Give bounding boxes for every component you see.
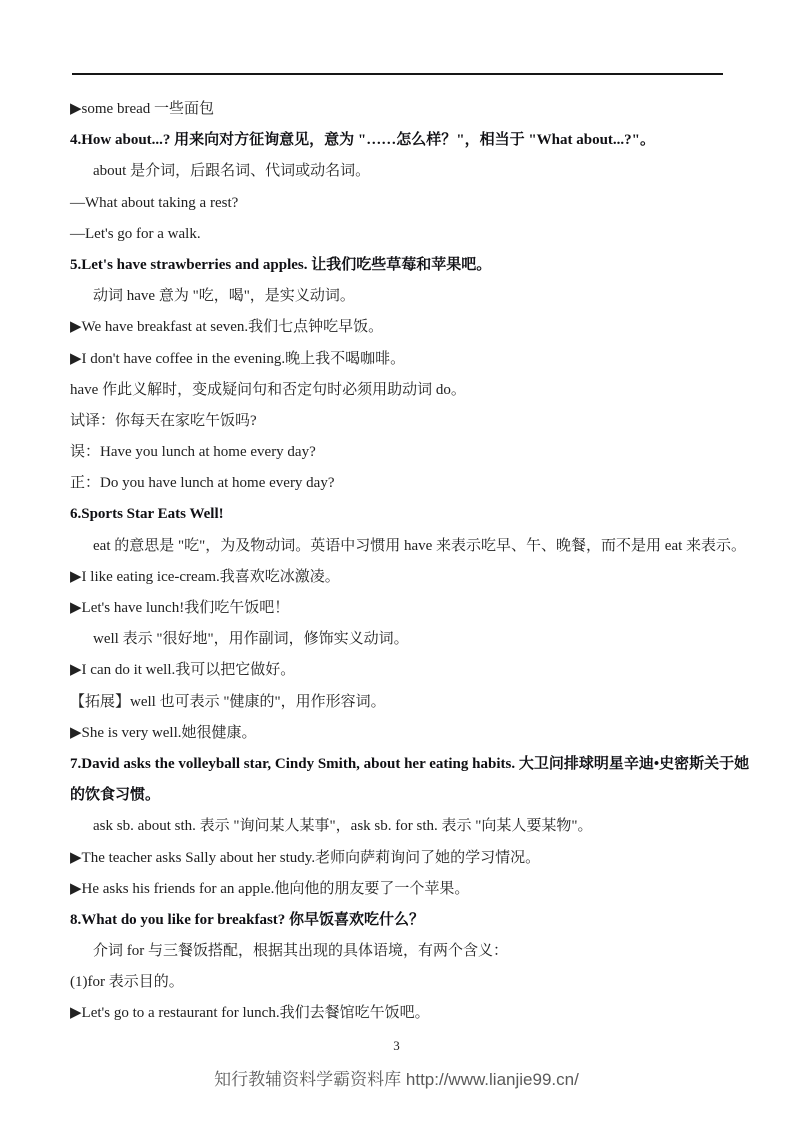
example-no-coffee-evening: ▶I don't have coffee in the evening.晚上我不喝咖啡。 [70, 350, 406, 367]
example-lets-have-lunch: ▶Let's have lunch!我们吃午饭吧！ [70, 600, 290, 616]
heading-point-8: 8.What do you like for breakfast? 你早饭喜欢吃什么？ [70, 911, 425, 928]
note-eat-meaning: eat 的意思是 "吃"，为及物动词。英语中习惯用 have 来表示吃早、午、晚餐，而不是用 eat 来表示。 [93, 537, 747, 554]
example-some-bread: ▶some bread 一些面包 [70, 101, 215, 117]
heading-point-7-line2: 的饮食习惯。 [70, 787, 161, 804]
example-ice-cream: ▶I like eating ice-cream.我喜欢吃冰激凌。 [70, 568, 340, 585]
note-ask-sb-about-sth: ask sb. about sth. 表示 "询问某人某事"，ask sb. for sth. 表示 "向某人要某物"。 [93, 818, 593, 835]
example-asks-for-apple: ▶He asks his friends for an apple.他向他的朋友要了一个苹果。 [70, 880, 470, 897]
example-teacher-asks-sally: ▶The teacher asks Sally about her study.老师向萨莉询问了她的学习情况。 [70, 849, 541, 866]
note-for-purpose: (1)for 表示目的。 [70, 974, 184, 991]
note-for-with-meals: 介词 for 与三餐饭搭配，根据其出现的具体语境，有两个含义： [93, 943, 508, 960]
example-right-sentence: 正：Do you have lunch at home every day? [70, 475, 335, 492]
example-she-is-well: ▶She is very well.她很健康。 [70, 724, 257, 741]
document-body [70, 94, 750, 1030]
note-have-auxiliary-do: have 作此义解时，变成疑问句和否定句时必须用助动词 do。 [70, 381, 466, 398]
dialog-what-about-rest: —What about taking a rest? [70, 194, 239, 211]
heading-point-7-line1: 7.David asks the volleyball star, Cindy Smith, about her eating habits. 大卫问排球明星辛迪•史密斯关于她 [70, 755, 750, 772]
note-well-adverb: well 表示 "很好地"，用作副词，修饰实义动词。 [93, 631, 409, 648]
header-divider-rule [72, 73, 723, 75]
footer-watermark: 知行教辅资料学霸资料库 http://www.lianjie99.cn/ [214, 1070, 579, 1089]
example-restaurant-lunch: ▶Let's go to a restaurant for lunch.我们去餐馆吃午饭吧。 [70, 1005, 430, 1022]
note-about-preposition: about 是介词，后跟名词、代词或动名词。 [93, 163, 371, 180]
note-try-translate: 试译：你每天在家吃午饭吗? [70, 412, 257, 429]
heading-point-6: 6.Sports Star Eats Well! [70, 506, 224, 523]
note-extension-well: 【拓展】well 也可表示 "健康的"，用作形容词。 [70, 693, 386, 710]
example-wrong-sentence: 误：Have you lunch at home every day? [70, 444, 316, 461]
page-number: 3 [393, 1038, 400, 1053]
heading-point-5: 5.Let's have strawberries and apples. 让我们吃些草莓和苹果吧。 [70, 256, 492, 273]
example-do-it-well: ▶I can do it well.我可以把它做好。 [70, 662, 296, 679]
dialog-lets-go-walk: —Let's go for a walk. [70, 225, 201, 242]
heading-point-4: 4.How about...? 用来向对方征询意见，意为 "……怎么样？"，相当于 "What about...?"。 [70, 132, 656, 149]
example-breakfast-at-seven: ▶We have breakfast at seven.我们七点钟吃早饭。 [70, 319, 384, 336]
note-have-meaning: 动词 have 意为 "吃，喝"，是实义动词。 [93, 288, 355, 305]
